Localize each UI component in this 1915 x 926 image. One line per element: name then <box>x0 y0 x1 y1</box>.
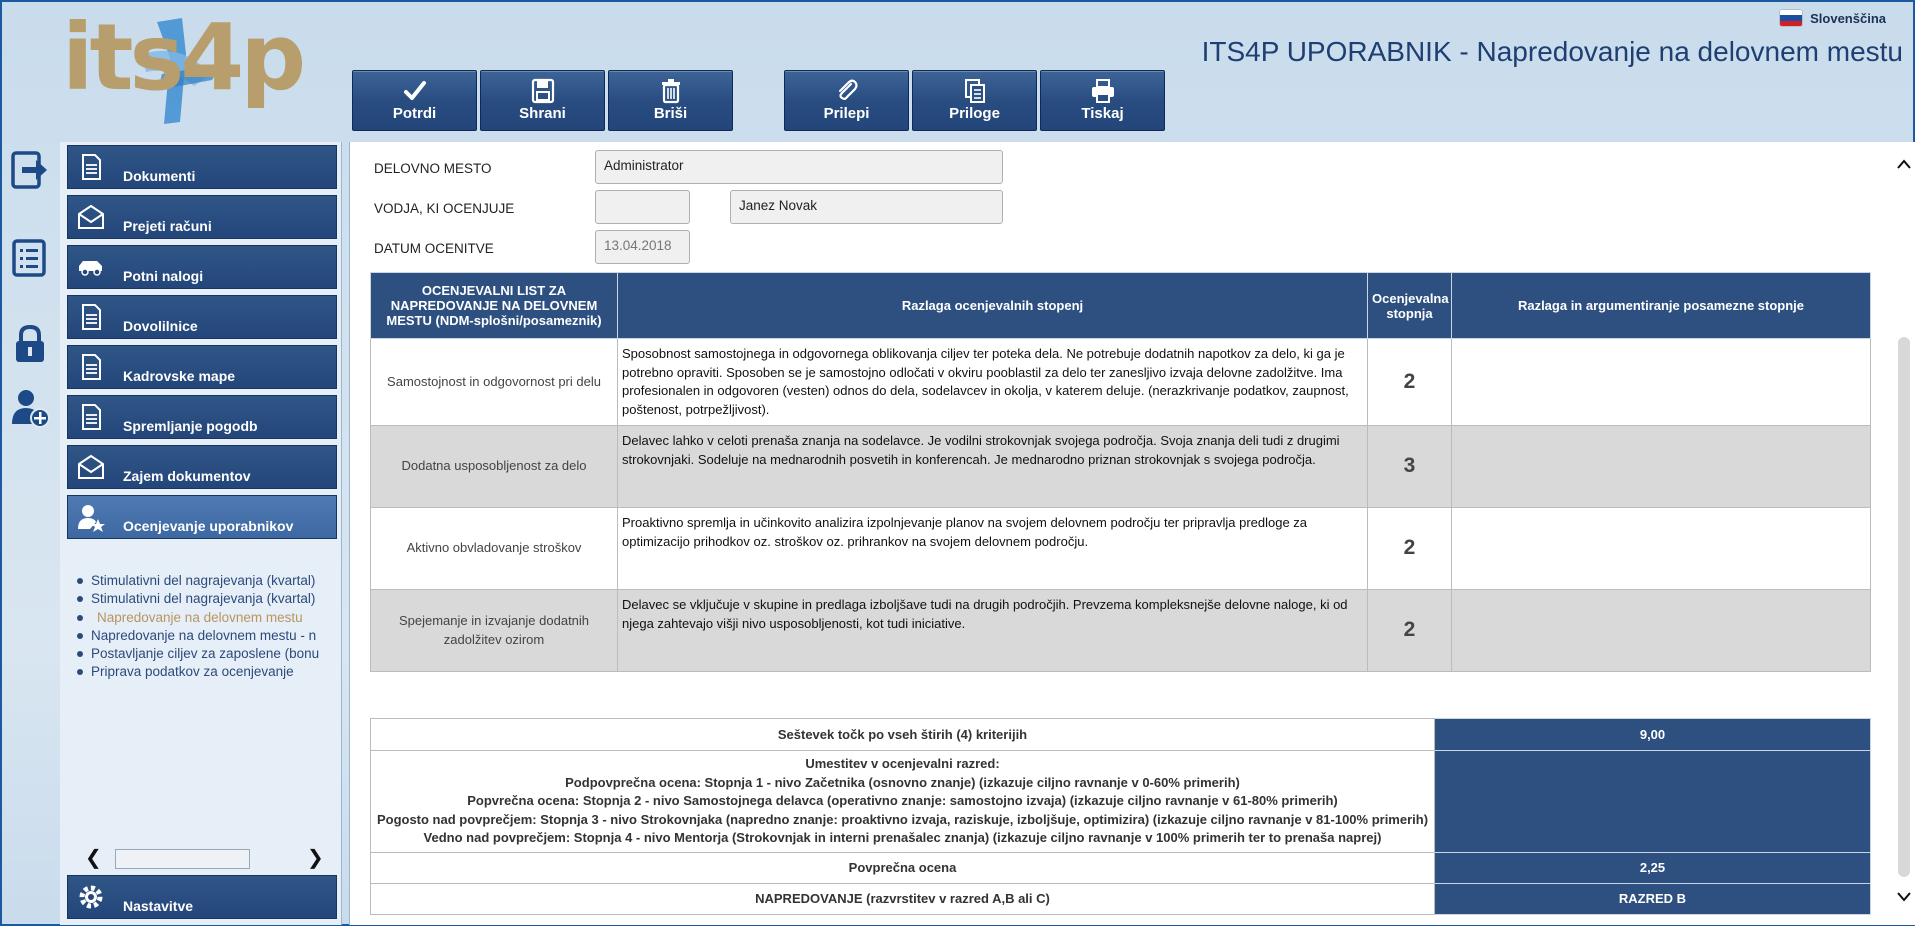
description-cell: Delavec lahko v celoti prenaša znanja na sodelavce. Je vodilni strokovnjak svojega področja. Svoja znanja deli tudi z drugimi strokovnjaki. Sodeluje na mednarodnih posvetih in konferencah. Je mednarodno priznan strokovnjak s svojega področja. <box>618 426 1368 508</box>
scroll-down-icon[interactable] <box>1895 887 1913 905</box>
vodja-id-field[interactable] <box>595 190 690 224</box>
print-label: Tiskaj <box>1081 105 1124 122</box>
placement-value <box>1435 751 1871 853</box>
nav-item-prejeti-racuni[interactable] <box>67 195 337 239</box>
delovno-mesto-field[interactable]: Administrator <box>595 150 1003 184</box>
grade-cell[interactable]: 3 <box>1368 426 1452 508</box>
nav-label: Zajem dokumentov <box>123 468 251 484</box>
nav-label: Kadrovske mape <box>123 368 236 384</box>
save-icon <box>529 77 557 105</box>
nav-label: Potni nalogi <box>123 268 204 284</box>
argument-cell[interactable] <box>1452 426 1871 508</box>
submenu-item[interactable]: Napredovanje na delovnem mestu - n <box>77 627 329 645</box>
save-button[interactable] <box>480 70 605 131</box>
add-user-icon[interactable] <box>10 386 50 430</box>
document-icon <box>76 302 106 332</box>
criterion-cell: Spejemanje in izvajanje dodatnih zadolžitev ozirom <box>371 590 618 672</box>
scroll-right-icon[interactable]: ❯ <box>307 847 324 869</box>
scroll-thumb[interactable] <box>115 849 250 869</box>
nav-item-kadrovske-mape[interactable] <box>67 345 337 389</box>
table-row <box>371 339 1871 426</box>
nav-label: Spremljanje pogodb <box>123 418 258 434</box>
average-label: Povprečna ocena <box>371 852 1435 883</box>
summary-table <box>370 718 1871 915</box>
description-cell: Sposobnost samostojnega in odgovornega oblikovanja ciljev ter poteka dela. Ne potrebuje dodatnih napotkov za delo, ki ga je potrebno opraviti. Sposoben se je samostojno odločati v okviru pooblastil za delo ter zanesljivo izvaja delovne zadolžitve. Ima profesionalen in odgovoren (vesten) odnos do dela, sodelavcev in okolja, v katerem deluje. (nerazkrivanje podatkov, zaupnost, poštenost, potrpežljivost). <box>618 339 1368 426</box>
car-icon <box>76 252 106 282</box>
submenu-item[interactable]: Stimulativni del nagrajevanja (kvartal) <box>77 590 329 608</box>
nav-item-dovolilnice[interactable] <box>67 295 337 339</box>
criterion-cell: Samostojnost in odgovornost pri delu <box>371 339 618 426</box>
summary-row-placement <box>371 751 1871 853</box>
lock-icon[interactable] <box>10 322 50 366</box>
submenu-item[interactable]: Postavljanje ciljev za zaposlene (bonu <box>77 645 329 663</box>
printer-icon <box>1089 77 1117 105</box>
scroll-left-icon[interactable]: ❮ <box>85 847 102 869</box>
criterion-cell: Dodatna usposobljenost za delo <box>371 426 618 508</box>
column-header: Ocenjevalna stopnja <box>1368 273 1452 339</box>
nav-label: Nastavitve <box>123 898 194 914</box>
checkmark-icon <box>401 77 429 105</box>
vodja-name-field[interactable]: Janez Novak <box>730 190 1003 224</box>
table-row <box>371 426 1871 508</box>
nav-item-ocenjevanje-uporabnikov[interactable] <box>67 495 337 539</box>
attachments-button[interactable] <box>912 70 1037 131</box>
submenu-item-current[interactable]: Napredovanje na delovnem mestu <box>77 609 329 627</box>
total-value: 9,00 <box>1435 719 1871 751</box>
nav-item-potni-nalogi[interactable] <box>67 245 337 289</box>
horizontal-scrollbar[interactable] <box>85 848 325 868</box>
grade-cell[interactable]: 2 <box>1368 508 1452 590</box>
document-icon <box>76 402 106 432</box>
summary-row-promotion <box>371 883 1871 914</box>
envelope-icon <box>76 452 106 482</box>
description-cell: Delavec se vključuje v skupine in predlaga izboljšave tudi na drugih področjih. Prevzema kompleksnejše delovne naloge, ki od njega zahtevajo višji nivo usposobljenosti, kot tudi iniciative. <box>618 590 1368 672</box>
vodja-label: VODJA, KI OCENJUJE <box>374 201 515 216</box>
placement-line: Podpovprečna ocena: Stopnja 1 - nivo Začetnika (osnovno znanje) (izkazuje ciljno ravnanje v 0-60% primerih) <box>565 774 1240 790</box>
grade-cell[interactable]: 2 <box>1368 339 1452 426</box>
nav-label: Prejeti računi <box>123 218 212 234</box>
placement-line: Umestitev v ocenjevalni razred: <box>805 756 1000 771</box>
table-row <box>371 590 1871 672</box>
evaluation-table <box>370 272 1871 672</box>
scroll-up-icon[interactable] <box>1895 156 1913 174</box>
scroll-track[interactable] <box>1898 337 1910 877</box>
argument-cell[interactable] <box>1452 339 1871 426</box>
delete-button[interactable] <box>608 70 733 131</box>
logo-text: its4p <box>62 4 303 111</box>
paperclip-icon <box>833 77 861 105</box>
confirm-label: Potrdi <box>392 105 437 122</box>
grade-cell[interactable]: 2 <box>1368 590 1452 672</box>
main-content <box>349 142 1915 925</box>
criterion-cell: Aktivno obvladovanje stroškov <box>371 508 618 590</box>
total-label: Seštevek točk po vseh štirih (4) kriterijih <box>371 719 1435 751</box>
average-value: 2,25 <box>1435 852 1871 883</box>
attach-label: Prilepi <box>823 105 870 122</box>
table-row <box>371 508 1871 590</box>
placement-line: Popvrečna ocena: Stopnja 2 - nivo Samostojnega delavca (operativno znanje: samostojno izvaja) (izkazuje ciljno ravnanje v 61-80% primerih) <box>467 793 1338 808</box>
navigation-panel <box>60 142 342 925</box>
trash-icon <box>657 77 685 105</box>
attach-button[interactable] <box>784 70 909 131</box>
argument-cell[interactable] <box>1452 590 1871 672</box>
nav-label: Dovolilnice <box>123 318 198 334</box>
promotion-value: RAZRED B <box>1435 883 1871 914</box>
page-title: ITS4P UPORABNIK - Napredovanje na delovnem mestu <box>1201 36 1903 67</box>
promotion-label: NAPREDOVANJE (razvrstitev v razred A,B ali C) <box>371 883 1435 914</box>
nav-label: Ocenjevanje uporabnikov <box>123 518 294 534</box>
language-label: Slovenščina <box>1810 10 1886 26</box>
attachments-label: Priloge <box>949 105 1000 122</box>
argument-cell[interactable] <box>1452 508 1871 590</box>
nav-label: Dokumenti <box>123 168 196 184</box>
column-header: Razlaga in argumentiranje posamezne stopnje <box>1452 273 1871 339</box>
description-cell: Proaktivno spremlja in učinkovito analizira izpolnjevanje planov na svojem delovnem področju ter pripravlja predloge za optimizacijo prihodkov oz. stroškov oz. prihrankov na svojem delovnem področju. <box>618 508 1368 590</box>
document-icon <box>76 152 106 182</box>
submenu-list <box>77 572 329 682</box>
placement-line: Vedno nad povprečjem: Stopnja 4 - nivo Mentorja (Strokovnjak in interni prenašalec znanja) (izkazuje ciljno ravnanje v 100% primerih ter to prenaša naprej) <box>423 830 1382 845</box>
delovno-mesto-label: DELOVNO MESTO <box>374 161 492 176</box>
submenu-item[interactable]: Priprava podatkov za ocenjevanje <box>77 663 329 681</box>
table-header-row <box>371 273 1871 339</box>
documents-icon <box>961 77 989 105</box>
save-label: Shrani <box>519 105 566 122</box>
nav-item-nastavitve[interactable] <box>67 875 337 919</box>
nav-item-zajem-dokumentov[interactable] <box>67 445 337 489</box>
nav-item-dokumenti[interactable] <box>67 145 337 189</box>
envelope-icon <box>76 202 106 232</box>
document-icon <box>76 352 106 382</box>
user-star-icon <box>76 502 106 532</box>
summary-row-total <box>371 719 1871 751</box>
vertical-scrollbar[interactable] <box>1893 142 1915 925</box>
language-selector[interactable] <box>1780 10 1886 26</box>
print-button[interactable] <box>1040 70 1165 131</box>
datum-label: DATUM OCENITVE <box>374 241 494 256</box>
delete-label: Briši <box>653 105 688 122</box>
column-header: Razlaga ocenjevalnih stopenj <box>618 273 1368 339</box>
confirm-button[interactable] <box>352 70 477 131</box>
logout-icon[interactable] <box>10 148 50 192</box>
placement-line: Pogosto nad povprečjem: Stopnja 3 - nivo Strokovnjaka (napredno znanje: proaktivno izvaja, raziskuje, izboljšuje, optimizira) (izkazuje ciljno ravnanje v 81-100% primerih) <box>376 811 1429 827</box>
nav-item-spremljanje-pogodb[interactable] <box>67 395 337 439</box>
submenu-item[interactable]: Stimulativni del nagrajevanja (kvartal) <box>77 572 329 590</box>
list-icon[interactable] <box>10 236 50 280</box>
placement-text <box>371 751 1435 853</box>
slovenia-flag-icon <box>1780 10 1802 26</box>
datum-field[interactable]: 13.04.2018 <box>595 230 690 264</box>
gear-icon <box>76 882 106 912</box>
column-header: OCENJEVALNI LIST ZA NAPREDOVANJE NA DELOVNEM MESTU (NDM-splošni/posameznik) <box>371 273 618 339</box>
summary-row-average <box>371 852 1871 883</box>
